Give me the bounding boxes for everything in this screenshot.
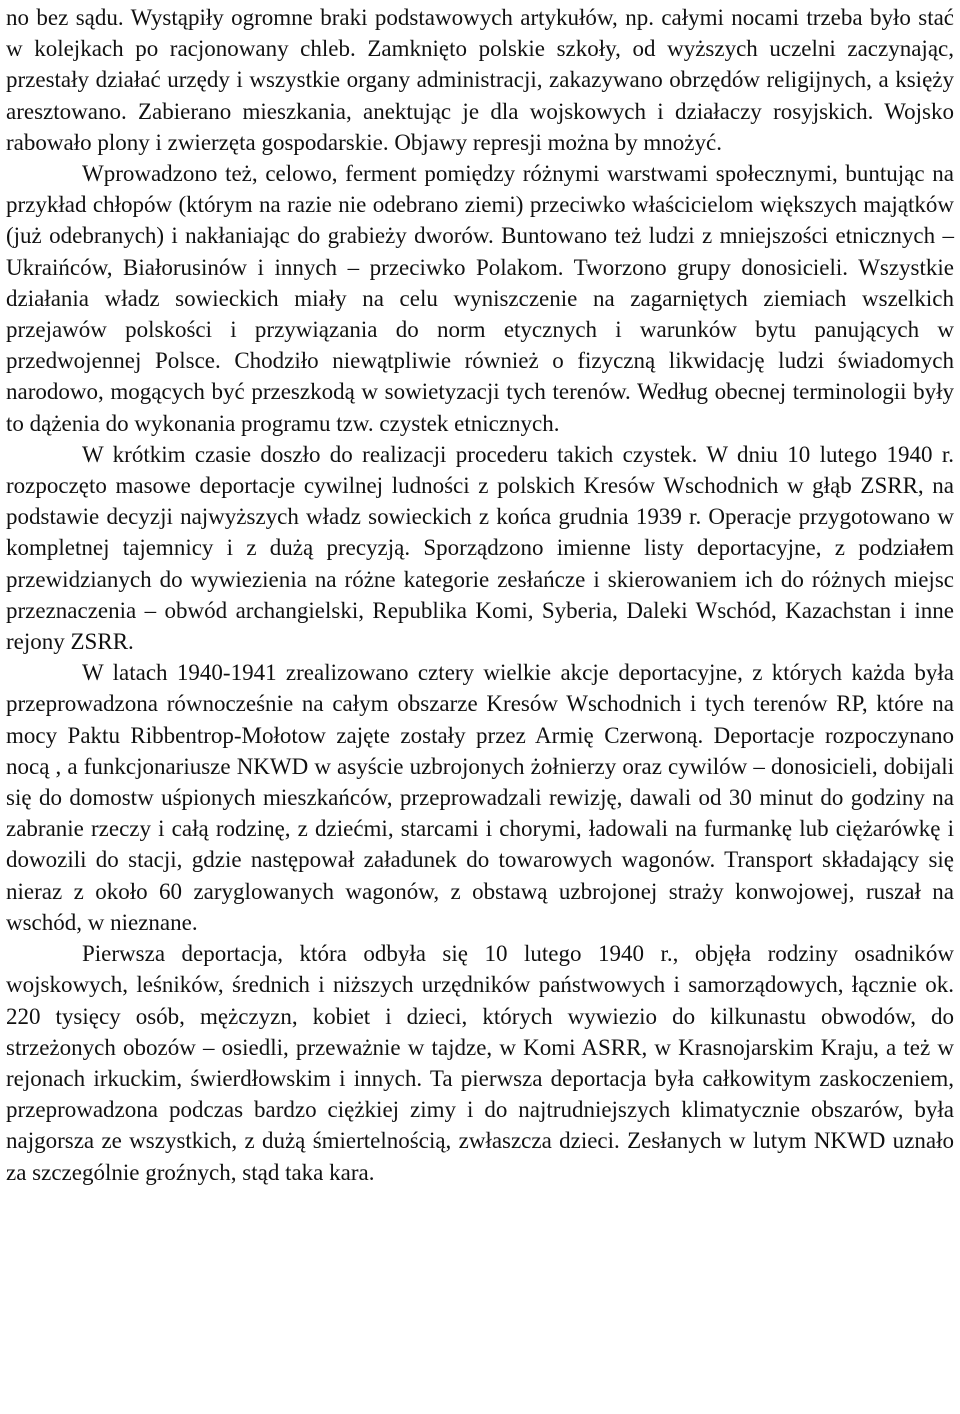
paragraph-1: no bez sądu. Wystąpiły ogromne braki podstawowych artykułów, np. całymi nocami trzeba było stać w kolejkach po racjonowany chleb. Zamknięto polskie szkoły, od wyższych uczelni zaczynając, przestały działać urzędy i wszystkie organy administracji, zakazywano obrzędów religijnych, a księży aresztowano. Zabierano mieszkania, anektując je dla wojskowych i działaczy rosyjskich. Wojsko rabowało plony i zwierzęta gospodarskie. Objawy represji można by mnożyć.: [6, 5, 954, 155]
paragraph-2: Wprowadzono też, celowo, ferment pomiędzy różnymi warstwami społecznymi, buntując na przykład chłopów (którym na razie nie odebrano ziemi) przeciwko właścicielom większych majątków (już odebranych) i nakłaniając do grabieży dworów. Buntowano też ludzi z mniejszości etnicznych – Ukraińców, Białorusinów i innych – przeciwko Polakom. Tworzono grupy donosicieli. Wszystkie działania władz sowieckich miały na celu wyniszczenie na zagarniętych ziemiach wszelkich przejawów polskości i przywiązania do norm etycznych i warunków bytu panujących w przedwojennej Polsce. Chodziło niewątpliwie również o fizyczną likwidację ludzi świadomych narodowo, mogących być przeszkodą w sowietyzacji tych terenów. Według obecnej terminologii były to dążenia do wykonania programu tzw. czystek etnicznych.: [6, 161, 954, 436]
paragraph-5: Pierwsza deportacja, która odbyła się 10 lutego 1940 r., objęła rodziny osadników wojskowych, leśników, średnich i niższych urzędników państwowych i samorządowych, łącznie ok. 220 tysięcy osób, mężczyzn, kobiet i dzieci, których wywiezio do kilkunastu obwodów, do strzeżonych obozów – osiedli, przeważnie w tajdze, w Komi ASRR, w Krasnojarskim Kraju, a też w rejonach irkuckim, świerdłowskim i innych. Ta pierwsza deportacja była całkowitym zaskoczeniem, przeprowadzona podczas bardzo ciężkiej zimy i do najtrudniejszych klimatycznie obszarów, była najgorsza ze wszystkich, z dużą śmiertelnością, zwłaszcza dzieci. Zesłanych w lutym NKWD uznało za szczególnie groźnych, stąd taka kara.: [6, 941, 954, 1185]
paragraph-4: W latach 1940-1941 zrealizowano cztery wielkie akcje deportacyjne, z których każda była przeprowadzona równocześnie na całym obszarze Kresów Wschodnich i tych terenów RP, które na mocy Paktu Ribbentrop-Mołotow zajęte zostały przez Armię Czerwoną. Deportacje rozpoczynano nocą , a funkcjonariusze NKWD w asyście uzbrojonych żołnierzy oraz cywilów – donosicieli, dobijali się do domostw uśpionych mieszkańców, przeprowadzali rewizję, dawali od 30 minut do godziny na zabranie rzeczy i całą rodzinę, z dziećmi, starcami i chorymi, ładowali na furmankę lub ciężarówkę i dowozili do stacji, gdzie następował załadunek do towarowych wagonów. Transport składający się nieraz z około 60 zaryglowanych wagonów, z obstawą uzbrojonej straży konwojowej, ruszał na wschód, w nieznane.: [6, 660, 954, 935]
paragraph-3: W krótkim czasie doszło do realizacji procederu takich czystek. W dniu 10 lutego 1940 r. rozpoczęto masowe deportacje cywilnej ludności z polskich Kresów Wschodnich w głąb ZSRR, na podstawie decyzji najwyższych władz sowieckich z końca grudnia 1939 r. Operacje przygotowano w kompletnej tajemnicy i z dużą precyzją. Sporządzono imienne listy deportacyjne, z podziałem przewidzianych do wywiezienia na różne kategorie zesłańcze i skierowaniem ich do różnych miejsc przeznaczenia – obwód archangielski, Republika Komi, Syberia, Daleki Wschód, Kazachstan i inne rejony ZSRR.: [6, 441, 954, 655]
